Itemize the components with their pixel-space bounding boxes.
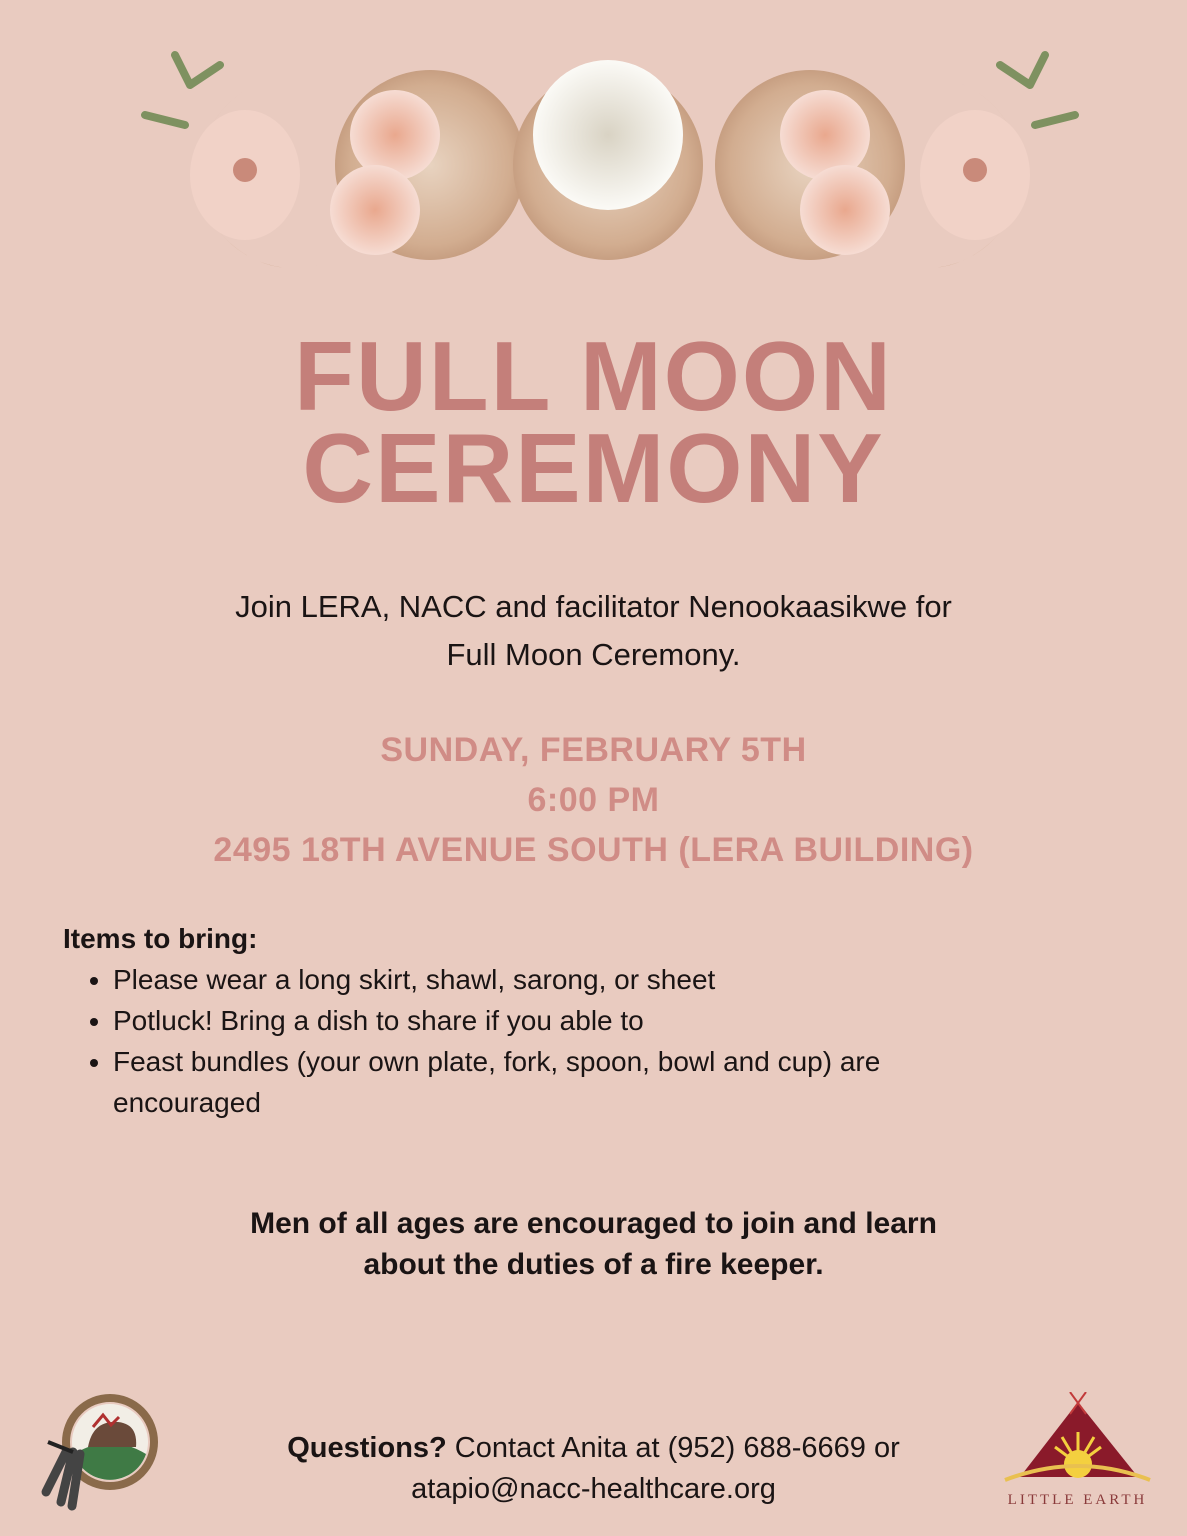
- contact-prefix: Questions?: [287, 1432, 447, 1464]
- waning-crescent: [145, 55, 320, 268]
- gibbous-moon-right: [715, 70, 905, 260]
- list-item: • Potluck! Bring a dish to share if you able to: [113, 1000, 1063, 1041]
- intro-line-2: Full Moon Ceremony.: [446, 637, 741, 672]
- event-location: 2495 18TH AVENUE SOUTH (LERA BUILDING): [213, 831, 974, 869]
- waxing-crescent: [900, 55, 1075, 268]
- little-earth-text: LITTLE EARTH: [1007, 1492, 1148, 1508]
- title-line-2: CEREMONY: [302, 413, 885, 523]
- note-line-1: Men of all ages are encouraged to join and learn: [250, 1207, 937, 1240]
- list-item: • Please wear a long skirt, shawl, sarong, or sheet: [113, 959, 1063, 1000]
- nacc-logo: [38, 1392, 163, 1512]
- page-title: [0, 321, 1187, 523]
- intro-text: [0, 583, 1187, 679]
- note-line-2: about the duties of a fire keeper.: [363, 1248, 824, 1281]
- items-to-bring: [63, 918, 1063, 1123]
- list-item: • Feast bundles (your own plate, fork, spoon, bowl and cup) are encouraged: [113, 1041, 1013, 1123]
- title-line-1: FULL MOON: [294, 321, 893, 431]
- items-heading: Items to bring:: [63, 923, 258, 954]
- intro-line-1: Join LERA, NACC and facilitator Nenookaasikwe for: [235, 589, 952, 624]
- event-date: SUNDAY, FEBRUARY 5TH: [380, 731, 807, 769]
- contact-email[interactable]: atapio@nacc-healthcare.org: [411, 1473, 776, 1505]
- gibbous-moon-left: [330, 70, 525, 260]
- little-earth-logo: [1000, 1392, 1155, 1512]
- full-moon: [513, 60, 703, 260]
- contact-text: Contact Anita at (952) 688-6669 or: [446, 1432, 900, 1464]
- fire-keeper-note: [0, 1203, 1187, 1285]
- event-time: 6:00 PM: [527, 781, 660, 819]
- moon-phases-floral-illustration: [130, 45, 1090, 280]
- items-list: [63, 959, 1063, 1123]
- event-details: [0, 725, 1187, 875]
